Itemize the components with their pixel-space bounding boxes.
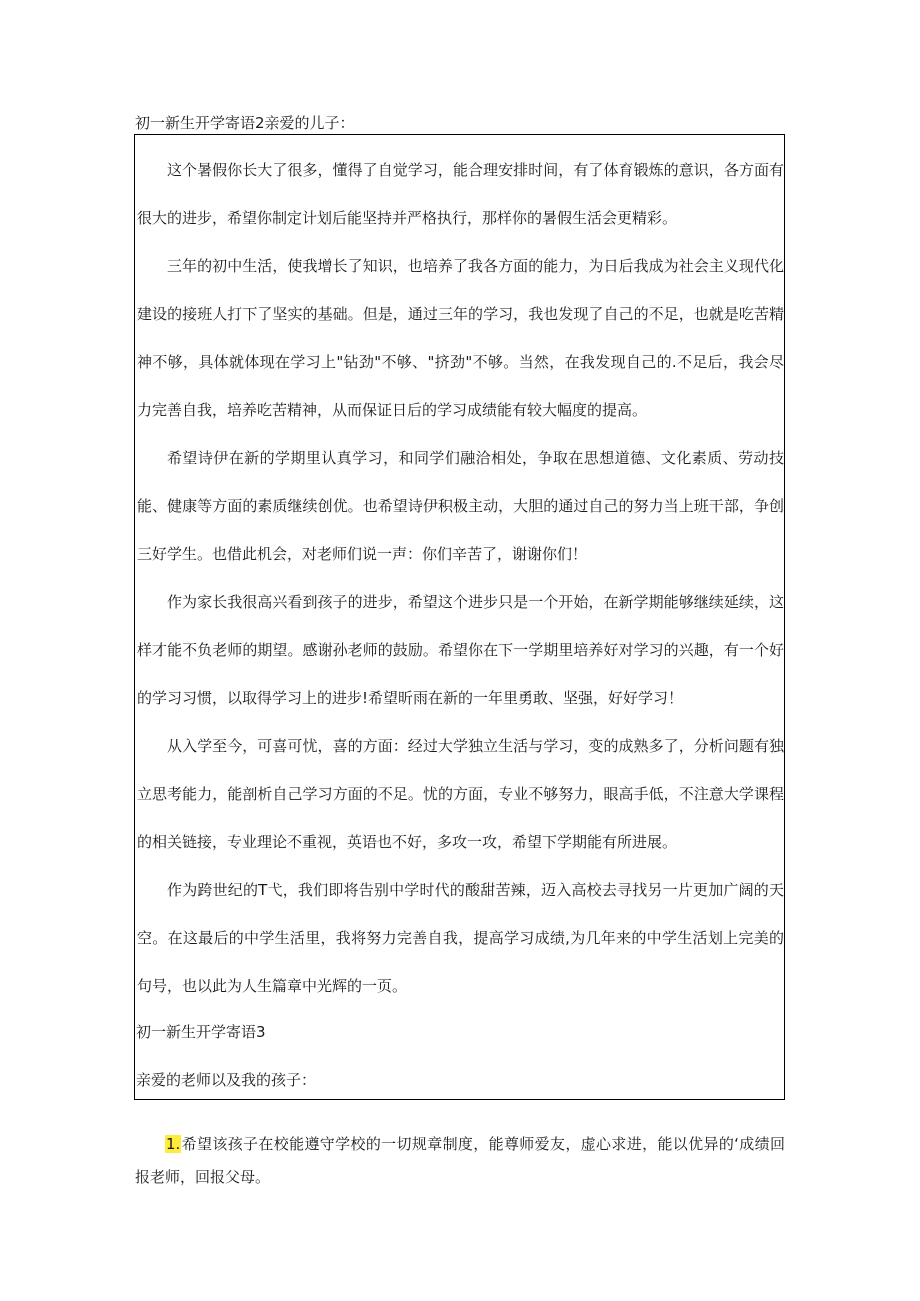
paragraph-parent-hope: 作为家长我很高兴看到孩子的进步，希望这个进步只是一个开始，在新学期能够继续延续，这样才能不负老师的期望。感谢孙老师的鼓励。希望你在下一学期里培养好对学习的兴趣，有一个好的学习习惯，以取得学习上的进步!希望昕雨在新的一年里勇敢、坚强，好好学习！ [137, 593, 784, 707]
page-heading: 初一新生开学寄语2亲爱的儿子： [135, 114, 355, 132]
paragraph-new-semester: 希望诗伊在新的学期里认真学习，和同学们融洽相处，争取在思想道德、文化素质、劳动技能、健康等方面的素质继续创优。也希望诗伊积极主动，大胆的通过自己的努力当上班干部，争创三好学生。也借此机会，对老师们说一声：你们辛苦了，谢谢你们！ [137, 449, 784, 563]
section-title: 初一新生开学寄语3 [136, 1023, 266, 1041]
list-item-text: 希望该孩子在校能遵守学校的一切规章制度，能尊师爱友，虚心求进，能以优异的‘成绩回报老师，回报父母。 [135, 1135, 785, 1186]
salutation: 亲爱的老师以及我的孩子： [136, 1071, 317, 1089]
list-item-number: 1. [166, 1135, 181, 1153]
paragraph-farewell: 作为跨世纪的T弋，我们即将告别中学时代的酸甜苦辣，迈入高校去寻找另一片更加广阔的天空。在这最后的中学生活里，我将努力完善自我，提高学习成绩,为几年来的中学生活划上完美的句号，也以此为人生篇章中光辉的一页。 [137, 881, 784, 995]
content-box [134, 134, 785, 1100]
paragraph-since-enrollment: 从入学至今，可喜可忧，喜的方面：经过大学独立生活与学习，变的成熟多了，分析问题有独立思考能力，能剖析自己学习方面的不足。忧的方面，专业不够努力，眼高手低，不注意大学课程的相关链接，专业理论不重视，英语也不好，多攻一攻，希望下学期能有所进展。 [137, 737, 784, 851]
paragraph-middle-school: 三年的初中生活，使我增长了知识，也培养了我各方面的能力，为日后我成为社会主义现代化建设的接班人打下了坚实的基础。但是，通过三年的学习，我也发现了自己的不足，也就是吃苦精神不够，具体就体现在学习上"钻劲"不够、"挤劲"不够。当然，在我发现自己的.不足后，我会尽力完善自我，培养吃苦精神，从而保证日后的学习成绩能有较大幅度的提高。 [137, 257, 784, 419]
paragraph-progress: 这个暑假你长大了很多，懂得了自觉学习，能合理安排时间，有了体育锻炼的意识，各方面有很大的进步，希望你制定计划后能坚持并严格执行，那样你的暑假生活会更精彩。 [137, 161, 784, 227]
list-item [135, 1128, 785, 1194]
